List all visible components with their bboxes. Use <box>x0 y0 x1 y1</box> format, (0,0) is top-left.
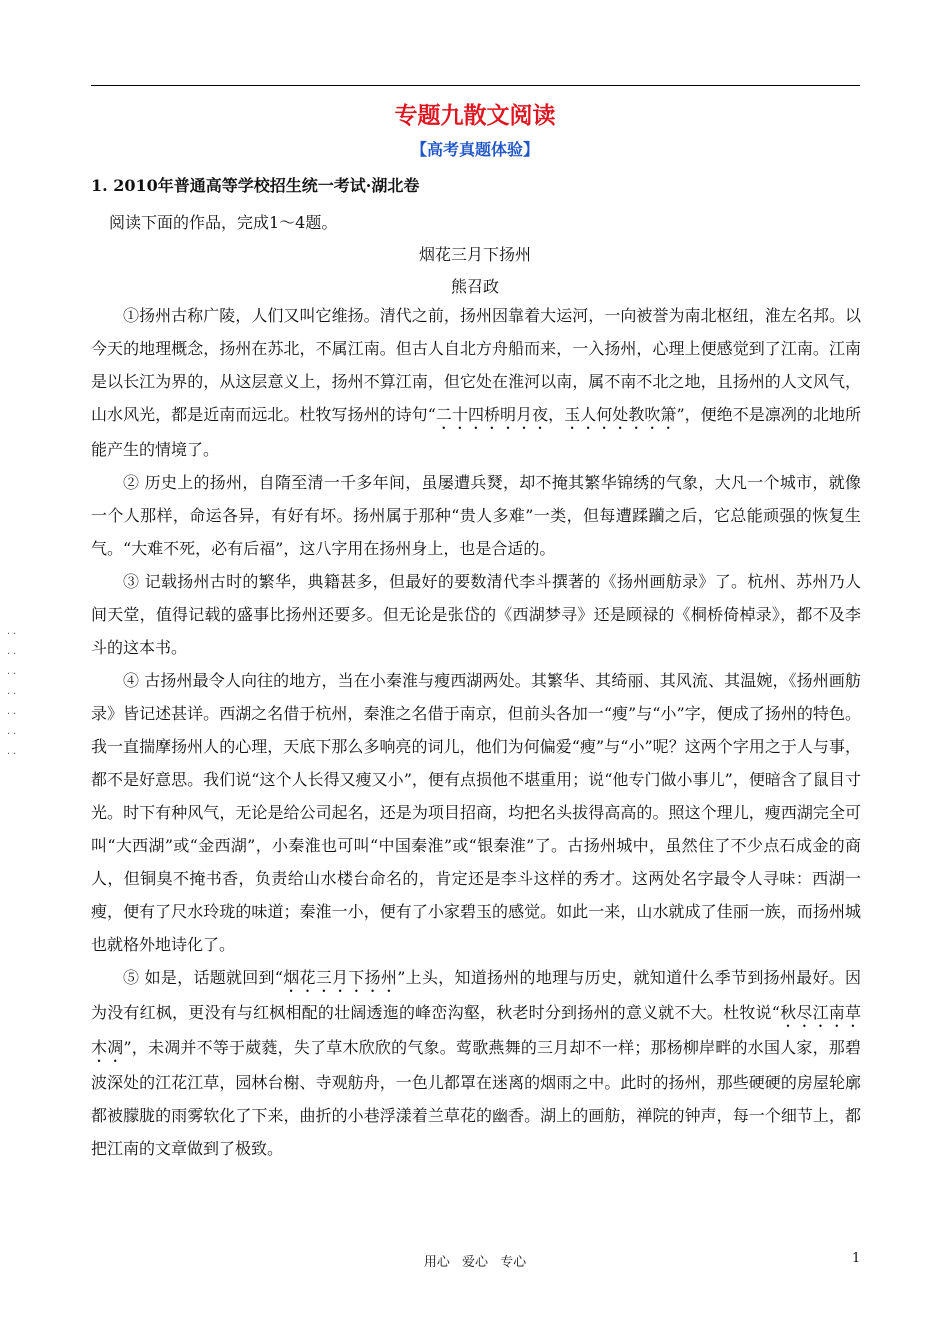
paragraph-5-text-a: ⑤ 如是，话题就回到“ <box>123 968 283 987</box>
paragraph-1-text-a: ①扬州古称广陵，人们又叫它维扬。清代之前，扬州因靠着大运河，一向被誉为南北枢纽，淮左名邦。以今天的地理概念，扬州在苏北，不属江南。但古人自北方舟船而来，一入扬州，心理上便感觉到了江南。江南是以长江为界的，从这层意义上，扬州不算江南，但它处在淮河以南，属不南不北之地，且扬州的人文风气，山水风光，都是近南而远北。杜牧写扬州的诗句“ <box>91 306 861 424</box>
margin-mark: ·· <box>7 689 20 700</box>
paragraph-3: ③ 记载扬州古时的繁华，典籍甚多，但最好的要数清代李斗撰著的《扬州画舫录》了。杭州、苏州乃人间天堂，值得记载的盛事比扬州还要多。但无论是张岱的《西湖梦寻》还是顾禄的《桐桥倚棹录》，都不及李斗的这本书。 <box>91 572 861 657</box>
essay-author: 熊召政 <box>450 277 499 296</box>
emphasized-quote: 烟花三月下扬州 <box>283 968 398 987</box>
paragraph-1 <box>91 299 861 466</box>
paragraph-2: ② 历史上的扬州，自隋至清一千多年间，虽屡遭兵燹，却不掩其繁华锦绣的气象，大凡一个城市，就像一个人那样，命运各异，有好有坏。扬州属于那种“贵人多难”一类，但每遭蹂躏之后，它总能顽强的恢复生气。“大难不死，必有后福”，这八字用在扬州身上，也是合适的。 <box>91 473 861 558</box>
margin-mark: ·· <box>7 649 20 660</box>
header-rule <box>91 85 860 86</box>
emphasized-quote: 秋尽江南草木凋 <box>91 1003 861 1057</box>
margin-mark: ·· <box>7 729 20 740</box>
margin-mark: ·· <box>7 709 20 720</box>
paragraph-5 <box>91 961 861 1165</box>
margin-mark: ·· <box>7 749 20 760</box>
paragraph-5-text-c: ”上头，知道扬州的地理与历史，就知道什么季节到扬州最好。因为没有红枫，更没有与红枫相配的壮阔透迤的峰峦沟壑，秋老时分到扬州的意义就不大。杜牧说“ <box>91 968 861 1022</box>
margin-mark: ·· <box>7 669 20 680</box>
page-title: 专题九散文阅读 <box>394 102 556 129</box>
emphasized-quote: 二十四桥明月夜，玉人何处教吹箫 <box>435 405 677 424</box>
page-number: 1 <box>852 1251 861 1266</box>
question-heading: 1. 2010年普通高等学校招生统一考试·湖北卷 <box>91 176 420 195</box>
section-subtitle: 【高考真题体验】 <box>410 140 539 159</box>
question-intro: 阅读下面的作品，完成1～4题。 <box>109 213 338 232</box>
essay-title: 烟花三月下扬州 <box>418 245 531 264</box>
essay-body <box>91 299 861 1165</box>
binding-margin-dots <box>7 625 19 765</box>
margin-mark: ·· <box>7 629 20 640</box>
footer-motto: 用心 爱心 专心 <box>423 1255 527 1270</box>
paragraph-5-text-e: ”，未凋并不等于葳蕤，失了草木欣欣的气象。莺歌燕舞的三月却不一样；那杨柳岸畔的水国人家，那碧波深处的江花江草，园林台榭、寺观舫舟，一色儿都罩在迷离的烟雨之中。此时的扬州，那些硬硬的房屋轮廓都被朦胧的雨雾软化了下来，曲折的小巷浮漾着兰草花的幽香。湖上的画舫，禅院的钟声，每一个细节上，都把江南的文章做到了极致。 <box>91 1038 861 1158</box>
paragraph-1-text-c: ”，便绝不是凛冽的北地所能产生的情境了。 <box>91 405 861 459</box>
paragraph-4: ④ 古扬州最令人向往的地方，当在小秦淮与瘦西湖两处。其繁华、其绮丽、其风流、其温婉，《扬州画舫录》皆记述甚详。西湖之名借于杭州，秦淮之名借于南京，但前头各加一“瘦”与“小”字，便成了扬州的特色。我一直揣摩扬州人的心理，天底下那么多响亮的词儿，他们为何偏爱“瘦”与“小”呢？这两个字用之于人与事，都不是好意思。我们说“这个人长得又瘦又小”，便有点损他不堪重用；说“他专门做小事儿”，便暗含了鼠目寸光。时下有种风气，无论是给公司起名，还是为项目招商，均把名头拔得高高的。照这个理儿，瘦西湖完全可叫“大西湖”或“金西湖”，小秦淮也可叫“中国秦淮”或“银秦淮”了。古扬州城中，虽然住了不少点石成金的商人，但铜臭不掩书香，负责给山水楼台命名的，肯定还是李斗这样的秀才。这两处名字最令人寻味：西湖一瘦，便有了尺水玲珑的味道；秦淮一小，便有了小家碧玉的感觉。如此一来，山水就成了佳丽一族，而扬州城也就格外地诗化了。 <box>91 671 861 954</box>
